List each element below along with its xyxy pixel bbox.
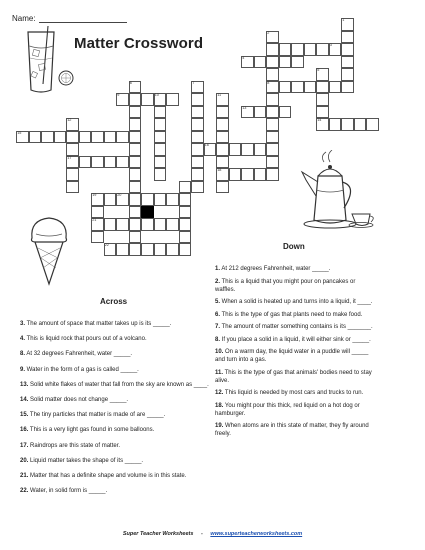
grid-cell[interactable] (291, 43, 304, 56)
grid-cell[interactable] (129, 156, 142, 169)
grid-cell[interactable] (216, 106, 229, 119)
grid-cell[interactable] (279, 106, 292, 119)
down-clue-number: 12. (215, 390, 224, 396)
grid-cell[interactable] (179, 243, 192, 256)
grid-cell[interactable] (179, 206, 192, 219)
across-clue-number: 9. (20, 366, 26, 373)
down-clue (215, 278, 375, 294)
grid-cell[interactable] (266, 43, 279, 56)
down-clue (215, 298, 375, 306)
down-clue (215, 422, 375, 438)
grid-cell[interactable] (91, 131, 104, 144)
grid-cell[interactable] (266, 131, 279, 144)
page-title: Matter Crossword (74, 35, 204, 52)
grid-cell[interactable] (216, 143, 229, 156)
grid-cell[interactable] (266, 168, 279, 181)
grid-cell[interactable] (129, 168, 142, 181)
down-clue-text: If you place a solid in a liquid, it will either sink or _____. (220, 336, 371, 343)
grid-cell[interactable] (191, 118, 204, 131)
grid-cell[interactable] (341, 31, 354, 44)
down-clue-number: 8. (215, 336, 221, 343)
grid-cell[interactable] (341, 118, 354, 131)
grid-cell[interactable] (154, 168, 167, 181)
grid-cell[interactable] (316, 43, 329, 56)
grid-cell[interactable] (254, 143, 267, 156)
grid-cell[interactable] (104, 193, 117, 206)
down-clue-text: This is the type of gas that plants need to make food. (220, 311, 363, 318)
name-label: Name: (12, 14, 36, 23)
across-clue (20, 442, 212, 450)
grid-cell[interactable] (216, 118, 229, 131)
grid-cell[interactable] (241, 143, 254, 156)
grid-cell[interactable] (316, 81, 329, 94)
grid-cell[interactable] (91, 231, 104, 244)
grid-cell[interactable] (279, 81, 292, 94)
down-clue-text: When a solid is heated up and turns into a liquid, it ____. (220, 299, 373, 305)
down-clue (215, 311, 375, 319)
grid-cell[interactable] (341, 68, 354, 81)
grid-cell[interactable] (279, 43, 292, 56)
grid-cell[interactable] (241, 168, 254, 181)
across-clue-text: This is a very light gas found in some balloons. (28, 427, 155, 434)
down-clue (215, 389, 375, 397)
grid-cell[interactable] (154, 193, 167, 206)
down-clue (215, 348, 375, 364)
grid-cell[interactable] (341, 56, 354, 69)
down-clue-number: 10. (215, 349, 224, 355)
across-clue-text: Solid matter does not change _____. (28, 397, 129, 403)
down-clue-number: 1. (215, 266, 221, 272)
grid-cell[interactable] (191, 106, 204, 119)
grid-cell[interactable] (266, 93, 279, 106)
grid-cell[interactable] (179, 181, 192, 194)
across-clue-text: Liquid matter takes the shape of its _____. (28, 457, 144, 464)
grid-cell[interactable] (141, 243, 154, 256)
across-clue-number: 13. (20, 381, 29, 388)
grid-clue-number: 8 (267, 80, 270, 85)
grid-cell[interactable] (266, 118, 279, 131)
across-clue-number: 17. (20, 442, 29, 449)
down-clue-number: 18. (215, 402, 224, 409)
down-clue-text: When atoms are in this state of matter, they fly around freely. (215, 423, 369, 438)
across-clue-number: 16. (20, 427, 29, 434)
grid-cell[interactable] (279, 56, 292, 69)
down-clue-number: 19. (215, 423, 224, 429)
grid-clue-number: 20 (117, 193, 122, 197)
down-clue-text: This is the type of gas that animals' bodies need to stay alive. (215, 369, 372, 384)
grid-cell[interactable] (266, 56, 279, 69)
grid-clue-number: 16 (204, 143, 209, 147)
footer-separator: - (200, 531, 203, 537)
grid-cell[interactable] (66, 168, 79, 181)
across-heading: Across (100, 297, 128, 306)
grid-cell[interactable] (104, 218, 117, 231)
down-clue-number: 6. (215, 311, 221, 318)
grid-cell[interactable] (229, 143, 242, 156)
grid-cell[interactable] (191, 181, 204, 194)
grid-cell[interactable] (191, 93, 204, 106)
grid-cell[interactable] (141, 93, 154, 106)
across-clue-number: 15. (20, 412, 29, 419)
down-clue-number: 7. (215, 324, 221, 330)
grid-cell[interactable] (366, 118, 379, 131)
down-clue-text: This is a liquid that you might pour on pancakes or waffles. (215, 278, 356, 293)
grid-cell[interactable] (329, 118, 342, 131)
across-clue-text: The amount of space that matter takes up is its _____. (25, 321, 172, 327)
grid-clue-number: 4 (242, 55, 245, 60)
across-clue-number: 14. (20, 397, 29, 403)
grid-cell[interactable] (129, 218, 142, 231)
grid-cell[interactable] (129, 206, 142, 219)
grid-clue-number: 5 (317, 68, 320, 72)
grid-cell[interactable] (179, 218, 192, 231)
down-clue (215, 402, 375, 418)
across-clue-text: Water, in solid form is _____. (28, 488, 108, 495)
grid-cell[interactable] (316, 106, 329, 119)
grid-cell[interactable] (104, 156, 117, 169)
across-clue-number: 3. (20, 321, 26, 327)
grid-cell[interactable] (341, 81, 354, 94)
grid-cell[interactable] (154, 118, 167, 131)
across-clue-number: 22. (20, 488, 29, 495)
footer (0, 531, 425, 537)
grid-cell[interactable] (266, 68, 279, 81)
grid-clue-number: 13 (242, 105, 247, 110)
across-clue-number: 4. (20, 336, 26, 343)
across-clue (20, 472, 212, 480)
across-clue-text: The tiny particles that matter is made of are _____. (28, 412, 166, 419)
across-clue-text: Water in the form of a gas is called _____. (25, 366, 139, 373)
across-clue-text: At 32 degrees Fahrenheit, water _____. (25, 351, 133, 358)
grid-cell[interactable] (129, 93, 142, 106)
grid-clue-number: 14 (317, 118, 322, 122)
across-clue (20, 487, 212, 495)
grid-clue-number: 1 (342, 18, 345, 22)
grid-clue-number: 12 (67, 118, 72, 122)
grid-cell[interactable] (166, 193, 179, 206)
grid-cell[interactable] (329, 81, 342, 94)
down-heading: Down (283, 242, 305, 251)
grid-cell[interactable] (266, 143, 279, 156)
grid-cell[interactable] (154, 156, 167, 169)
across-clue (20, 320, 212, 328)
grid-cell[interactable] (216, 131, 229, 144)
grid-cell[interactable] (179, 193, 192, 206)
grid-cell[interactable] (341, 43, 354, 56)
grid-cell[interactable] (116, 131, 129, 144)
grid-cell[interactable] (191, 143, 204, 156)
grid-cell[interactable] (54, 131, 67, 144)
across-clue (20, 426, 212, 434)
across-clue-number: 8. (20, 351, 26, 358)
grid-cell[interactable] (291, 81, 304, 94)
down-clue-text: This liquid is needed by most cars and trucks to run. (223, 390, 364, 396)
grid-cell[interactable] (166, 218, 179, 231)
grid-cell[interactable] (216, 181, 229, 194)
grid-cell[interactable] (91, 206, 104, 219)
grid-clue-number: 19 (92, 193, 97, 197)
grid-cell[interactable] (29, 131, 42, 144)
grid-clue-number: 7 (192, 80, 195, 85)
grid-cell[interactable] (129, 193, 142, 206)
grid-cell[interactable] (129, 181, 142, 194)
down-clue (215, 323, 375, 331)
across-clue (20, 350, 212, 358)
down-clue-text: You might pour this thick, red liquid on a hot dog or hamburger. (215, 402, 360, 417)
down-clue-number: 11. (215, 369, 224, 376)
grid-cell[interactable] (254, 106, 267, 119)
grid-cell[interactable] (141, 218, 154, 231)
grid-cell-blocked (141, 206, 154, 219)
grid-cell[interactable] (129, 243, 142, 256)
across-clue (20, 457, 212, 465)
across-clue (20, 381, 212, 389)
grid-cell[interactable] (154, 243, 167, 256)
grid-cell[interactable] (154, 218, 167, 231)
grid-cell[interactable] (154, 143, 167, 156)
grid-cell[interactable] (104, 131, 117, 144)
down-clue-text: On a warm day, the liquid water in a puddle will _____ and turn into a gas. (215, 349, 369, 364)
grid-clue-number: 9 (117, 93, 120, 97)
grid-cell[interactable] (129, 231, 142, 244)
across-clue-number: 21. (20, 473, 29, 479)
grid-cell[interactable] (316, 93, 329, 106)
grid-clue-number: 22 (104, 243, 109, 247)
across-clue-text: Solid white flakes of water that fall from the sky are known as ____. (28, 381, 209, 388)
across-clue (20, 411, 212, 419)
grid-clue-number: 6 (129, 80, 132, 85)
grid-clue-number: 11 (217, 93, 222, 97)
grid-cell[interactable] (354, 118, 367, 131)
grid-clue-number: 15 (17, 130, 22, 135)
down-clue (215, 369, 375, 385)
across-clue-text: Matter that has a definite shape and volume is in this state. (28, 473, 187, 479)
footer-link[interactable]: www.superteacherworksheets.com (210, 531, 303, 537)
grid-cell[interactable] (266, 156, 279, 169)
grid-cell[interactable] (66, 131, 79, 144)
grid-cell[interactable] (291, 56, 304, 69)
across-clue (20, 335, 212, 343)
grid-cell[interactable] (41, 131, 54, 144)
down-clue-text: At 212 degrees Fahrenheit, water _____. (220, 266, 331, 272)
grid-cell[interactable] (254, 56, 267, 69)
down-clue (215, 336, 375, 344)
grid-clue-number: 21 (92, 218, 97, 222)
grid-cell[interactable] (91, 156, 104, 169)
grid-cell[interactable] (141, 193, 154, 206)
grid-cell[interactable] (116, 156, 129, 169)
grid-cell[interactable] (229, 168, 242, 181)
grid-cell[interactable] (191, 156, 204, 169)
grid-cell[interactable] (116, 243, 129, 256)
grid-cell[interactable] (129, 131, 142, 144)
across-clue (20, 396, 212, 404)
grid-cell[interactable] (116, 218, 129, 231)
grid-clue-number: 3 (329, 43, 332, 47)
grid-cell[interactable] (79, 131, 92, 144)
grid-cell[interactable] (129, 118, 142, 131)
down-clue (215, 265, 375, 273)
grid-cell[interactable] (266, 106, 279, 119)
grid-clue-number: 2 (267, 30, 270, 35)
grid-cell[interactable] (254, 168, 267, 181)
across-clue-number: 20. (20, 457, 29, 464)
down-clue-number: 5. (215, 299, 221, 305)
grid-clue-number: 10 (154, 93, 159, 97)
grid-cell[interactable] (66, 181, 79, 194)
grid-cell[interactable] (166, 93, 179, 106)
down-clue-text: The amount of matter something contains is its _______. (220, 324, 373, 330)
grid-cell[interactable] (129, 143, 142, 156)
grid-clue-number: 17 (67, 155, 72, 160)
grid-cell[interactable] (66, 143, 79, 156)
grid-cell[interactable] (129, 106, 142, 119)
grid-cell[interactable] (179, 231, 192, 244)
grid-cell[interactable] (79, 156, 92, 169)
grid-cell[interactable] (191, 168, 204, 181)
down-clue-number: 2. (215, 278, 221, 285)
grid-cell[interactable] (154, 106, 167, 119)
grid-cell[interactable] (216, 156, 229, 169)
footer-brand: Super Teacher Worksheets (122, 531, 194, 537)
grid-cell[interactable] (304, 43, 317, 56)
across-clue (20, 366, 212, 374)
grid-cell[interactable] (191, 131, 204, 144)
across-clue-text: This is liquid rock that pours out of a volcano. (25, 336, 147, 343)
grid-cell[interactable] (166, 243, 179, 256)
grid-cell[interactable] (304, 81, 317, 94)
grid-clue-number: 18 (217, 168, 222, 172)
across-clue-text: Raindrops are this state of matter. (28, 442, 121, 449)
grid-cell[interactable] (154, 131, 167, 144)
